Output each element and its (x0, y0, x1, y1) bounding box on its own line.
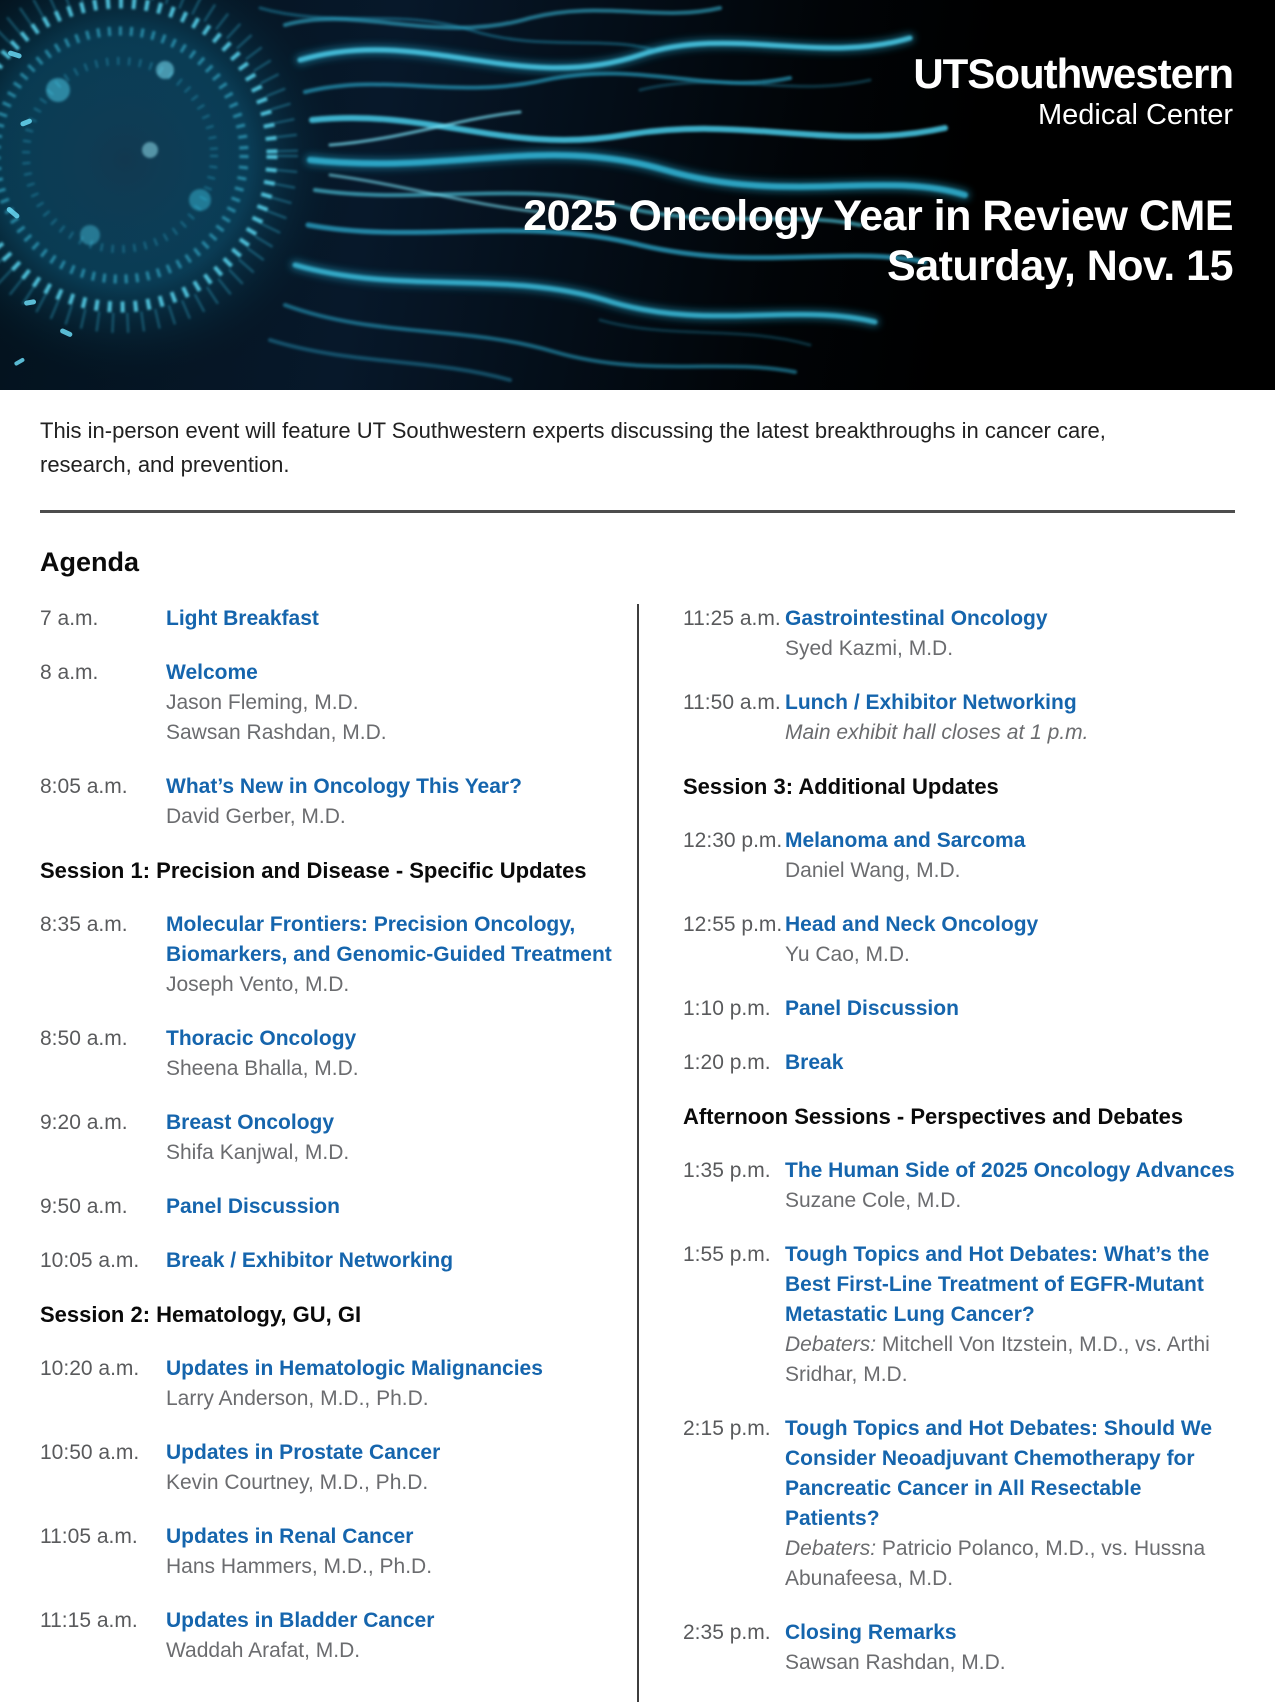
agenda-time: 1:55 p.m. (683, 1243, 771, 1266)
agenda (0, 604, 1275, 1702)
agenda-item (683, 1618, 1235, 1678)
agenda-item-body (166, 1024, 617, 1084)
intro-paragraph: This in-person event will feature UT Southwestern experts discussing the latest breakthroughs in cancer care, research, and prevention. (40, 418, 1106, 477)
agenda-item (683, 604, 1235, 664)
agenda-item-body (166, 604, 617, 634)
agenda-speaker: Larry Anderson, M.D., Ph.D. (166, 1387, 429, 1410)
agenda-speaker: Jason Fleming, M.D. (166, 691, 359, 714)
agenda-item-body (166, 658, 617, 748)
agenda-title: Tough Topics and Hot Debates: Should We Consider Neoadjuvant Chemotherapy for Pancreatic Cancer in All Resectable Patients? (785, 1417, 1212, 1530)
agenda-speaker: Main exhibit hall closes at 1 p.m. (785, 721, 1089, 744)
agenda-item (683, 826, 1235, 886)
agenda-time: 7 a.m. (40, 607, 99, 630)
agenda-item (683, 910, 1235, 970)
agenda-title: Welcome (166, 661, 258, 684)
hero-banner (0, 0, 1275, 390)
debaters-label: Debaters: (785, 1537, 877, 1560)
agenda-item-body (785, 1240, 1235, 1390)
agenda-title: Break (785, 1051, 844, 1074)
event-title-line1: 2025 Oncology Year in Review CME (523, 192, 1233, 240)
utsw-logo (913, 52, 1233, 131)
agenda-time: 8:50 a.m. (40, 1027, 128, 1050)
agenda-item (40, 772, 617, 832)
agenda-item (40, 1108, 617, 1168)
agenda-speaker: Syed Kazmi, M.D. (785, 637, 954, 660)
agenda-debaters (785, 1330, 1235, 1390)
agenda-item-body (785, 1414, 1235, 1594)
agenda-item-body (785, 688, 1235, 748)
agenda-time: 9:20 a.m. (40, 1111, 128, 1134)
agenda-title: Tough Topics and Hot Debates: What’s the Best First-Line Treatment of EGFR-Mutant Metastatic Lung Cancer? (785, 1243, 1210, 1326)
agenda-title: Updates in Prostate Cancer (166, 1441, 441, 1464)
agenda-time: 12:55 p.m. (683, 913, 783, 936)
debaters-label: Debaters: (785, 1333, 877, 1356)
agenda-heading: Agenda (40, 547, 140, 577)
agenda-debaters (785, 1534, 1235, 1594)
event-title-line2: Saturday, Nov. 15 (887, 241, 1233, 290)
agenda-item (683, 1240, 1235, 1390)
agenda-item (40, 1522, 617, 1582)
agenda-title: Break / Exhibitor Networking (166, 1249, 454, 1272)
agenda-title: Closing Remarks (785, 1621, 957, 1644)
agenda-title: Updates in Renal Cancer (166, 1525, 414, 1548)
agenda-item-body (785, 604, 1235, 664)
agenda-title: Breast Oncology (166, 1111, 335, 1134)
agenda-item (40, 1606, 617, 1666)
agenda-title: Panel Discussion (785, 997, 959, 1020)
agenda-item (40, 1438, 617, 1498)
agenda-item (40, 1246, 617, 1276)
utsw-logo-wordmark: UTSouthwestern (913, 50, 1233, 97)
agenda-time: 10:05 a.m. (40, 1249, 140, 1272)
agenda-speaker: Hans Hammers, M.D., Ph.D. (166, 1555, 433, 1578)
agenda-speaker: Suzane Cole, M.D. (785, 1189, 962, 1212)
agenda-item-body (785, 1048, 1235, 1078)
agenda-item-body (166, 772, 617, 832)
session-heading: Session 1: Precision and Disease - Specific Updates (40, 858, 587, 883)
agenda-item-body (166, 1246, 617, 1276)
agenda-time: 2:35 p.m. (683, 1621, 771, 1644)
event-title (523, 192, 1233, 292)
agenda-speaker: David Gerber, M.D. (166, 805, 346, 828)
agenda-item-body (166, 1108, 617, 1168)
agenda-time: 1:20 p.m. (683, 1051, 771, 1074)
agenda-item (683, 1414, 1235, 1594)
agenda-time: 1:35 p.m. (683, 1159, 771, 1182)
agenda-column-left (40, 604, 637, 1690)
agenda-speaker: Joseph Vento, M.D. (166, 973, 350, 996)
agenda-speaker: Yu Cao, M.D. (785, 943, 910, 966)
section-divider (40, 510, 1235, 513)
debaters-names: Patricio Polanco, M.D., vs. Hussna Abunafeesa, M.D. (785, 1537, 1206, 1590)
session-heading: Afternoon Sessions - Perspectives and Debates (683, 1104, 1184, 1129)
utsw-logo-subtitle: Medical Center (1037, 99, 1233, 132)
agenda-item-body (166, 910, 617, 1000)
agenda-item-body (785, 1618, 1235, 1678)
agenda-item (40, 658, 617, 748)
agenda-item (40, 910, 617, 1000)
agenda-time: 8:05 a.m. (40, 775, 128, 798)
agenda-item (683, 1156, 1235, 1216)
agenda-time: 11:50 a.m. (683, 691, 781, 714)
agenda-item (683, 688, 1235, 748)
agenda-item (683, 994, 1235, 1024)
agenda-title: Head and Neck Oncology (785, 913, 1039, 936)
agenda-time: 9:50 a.m. (40, 1195, 128, 1218)
agenda-speaker: Shifa Kanjwal, M.D. (166, 1141, 350, 1164)
agenda-title: Molecular Frontiers: Precision Oncology, Biomarkers, and Genomic-Guided Treatment (166, 913, 612, 966)
agenda-item-body (785, 1156, 1235, 1216)
agenda-speaker: Waddah Arafat, M.D. (166, 1639, 361, 1662)
agenda-item-body (785, 826, 1235, 886)
agenda-item-body (785, 994, 1235, 1024)
agenda-time: 8:35 a.m. (40, 913, 128, 936)
agenda-speaker: Sawsan Rashdan, M.D. (785, 1651, 1006, 1674)
agenda-time: 12:30 p.m. (683, 829, 783, 852)
agenda-time: 2:15 p.m. (683, 1417, 771, 1440)
agenda-item-body (166, 1438, 617, 1498)
agenda-title: Panel Discussion (166, 1195, 340, 1218)
agenda-time: 11:05 a.m. (40, 1525, 138, 1548)
session-heading: Session 3: Additional Updates (683, 774, 999, 799)
agenda-title: Updates in Hematologic Malignancies (166, 1357, 543, 1380)
agenda-time: 11:15 a.m. (40, 1609, 138, 1632)
agenda-title: Thoracic Oncology (166, 1027, 357, 1050)
agenda-item (40, 1192, 617, 1222)
agenda-title: The Human Side of 2025 Oncology Advances (785, 1159, 1235, 1182)
agenda-item (40, 604, 617, 634)
session-heading: Session 2: Hematology, GU, GI (40, 1302, 362, 1327)
agenda-item-body (166, 1192, 617, 1222)
agenda-item (683, 1048, 1235, 1078)
agenda-column-right (637, 604, 1235, 1702)
agenda-item-body (785, 910, 1235, 970)
agenda-title: Updates in Bladder Cancer (166, 1609, 435, 1632)
agenda-item (40, 1024, 617, 1084)
debaters-names: Mitchell Von Itzstein, M.D., vs. Arthi Sridhar, M.D. (785, 1333, 1210, 1386)
agenda-item-body (166, 1354, 617, 1414)
agenda-time: 8 a.m. (40, 661, 99, 684)
agenda-title: Melanoma and Sarcoma (785, 829, 1026, 852)
agenda-speaker: Kevin Courtney, M.D., Ph.D. (166, 1471, 429, 1494)
agenda-time: 10:20 a.m. (40, 1357, 140, 1380)
agenda-item-body (166, 1522, 617, 1582)
agenda-item-body (166, 1606, 617, 1666)
agenda-time: 10:50 a.m. (40, 1441, 140, 1464)
agenda-speaker: Sawsan Rashdan, M.D. (166, 721, 387, 744)
agenda-item (40, 1354, 617, 1414)
agenda-title: Light Breakfast (166, 607, 319, 630)
agenda-speaker: Daniel Wang, M.D. (785, 859, 961, 882)
agenda-time: 11:25 a.m. (683, 607, 781, 630)
agenda-time: 1:10 p.m. (683, 997, 771, 1020)
agenda-speaker: Sheena Bhalla, M.D. (166, 1057, 359, 1080)
agenda-title: Gastrointestinal Oncology (785, 607, 1048, 630)
agenda-title: What’s New in Oncology This Year? (166, 775, 522, 798)
agenda-title: Lunch / Exhibitor Networking (785, 691, 1077, 714)
